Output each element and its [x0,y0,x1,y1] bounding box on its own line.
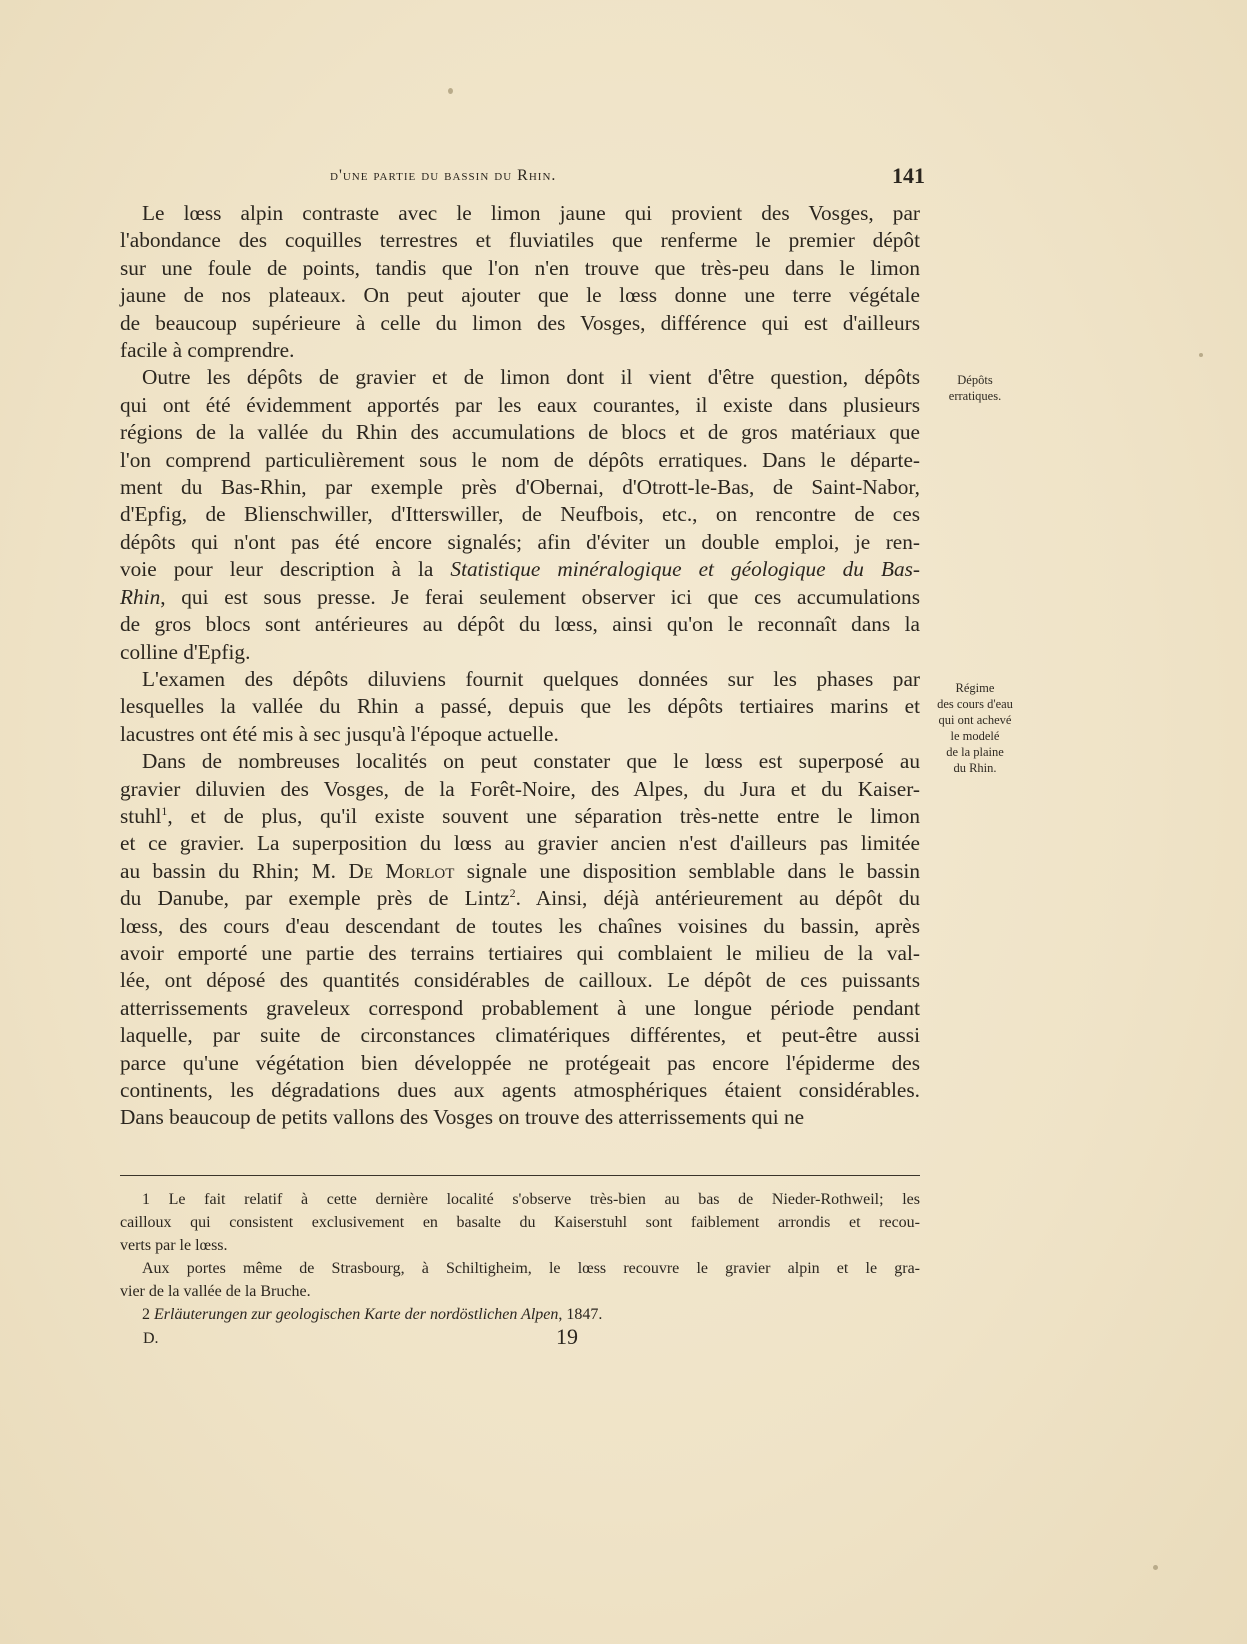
text-line: jaune de nos plateaux. On peut ajouter que le lœss donne une terre végétale [120,283,920,308]
footnote-line: Aux portes même de Strasbourg, à Schiltigheim, le lœss recouvre le gravier alpin et le gra- [142,1260,920,1277]
text-line: gravier diluvien des Vosges, de la Forêt-Noire, des Alpes, du Jura et du Kaiser- [120,776,920,801]
text-line: ment du Bas-Rhin, par exemple près d'Obernai, d'Otrott-le-Bas, de Saint-Nabor, [120,475,920,500]
margin-note-line: des cours d'eau [937,697,1013,711]
footnote-line: verts par le lœss. [120,1237,228,1254]
text-line: lacustres ont été mis à sec jusqu'à l'époque actuelle. [120,721,559,746]
text-segment: , et de plus, qu'il existe souvent une séparation très-nette entre le limon [167,803,920,828]
text-line: Dans de nombreuses localités on peut constater que le lœss est superposé au [142,749,920,774]
text-segment: voie pour leur description à la [120,557,434,582]
running-header [120,163,925,191]
paper-speck [1153,1565,1158,1570]
text-line: atterrissements graveleux correspond probablement à une longue période pendant [120,995,920,1020]
text-line: sur une foule de points, tandis que l'on n'en trouve que très-peu dans le limon [120,255,920,280]
footnote-rule [120,1175,920,1176]
text-line: lesquelles la vallée du Rhin a passé, depuis que les dépôts tertiaires marins et [120,694,920,719]
person-name: De Morlot [348,858,455,883]
text-line [120,803,920,830]
margin-note-line: Dépôts [957,373,993,387]
text-line: avoir emporté une partie des terrains tertiaires qui comblaient le milieu de la val- [120,940,920,965]
margin-note-line: du Rhin. [953,761,997,775]
main-text [120,200,920,1132]
text-line: Outre les dépôts de gravier et de limon dont il vient d'être question, dépôts [142,365,920,390]
text-line: dépôts qui n'ont pas été encore signalés; afin d'éviter un double emploi, je ren- [120,529,920,554]
text-segment: signale une disposition semblable dans le bassin [454,858,920,883]
footnote-ref: 2 [509,886,516,901]
text-segment: , qui est sous presse. Je ferai seulement observer ici que ces accumulations [160,584,920,609]
signature-number: 19 [556,1324,578,1349]
footnote-line: 1 Le fait relatif à cette dernière localité s'observe très-bien au bas de Nieder-Rothweil; les [142,1191,920,1208]
text-segment: du Danube, par exemple près de Lintz [120,886,510,911]
text-line: d'Epfig, de Blienschwiller, d'Itterswiller, de Neufbois, etc., on rencontre de ces [120,502,920,527]
text-line: lœss, des cours d'eau descendant de toutes les chaînes voisines du bassin, après [120,913,920,938]
margin-note-line: Régime [955,681,995,695]
text-line [120,885,920,912]
cited-work-title-end: Rhin [120,584,161,609]
text-segment: . Ainsi, déjà antérieurement au dépôt du [515,886,920,911]
margin-note-line: de la plaine [946,745,1004,759]
paragraph-depots-erratiques [120,364,920,665]
paragraph-loess-alpin [120,200,920,364]
footnote-1 [120,1188,920,1257]
footnote-line [120,1303,920,1326]
text-line: facile à comprendre. [120,338,295,363]
footnote-line: cailloux qui consistent exclusivement en basalte du Kaiserstuhl sont faiblement arrondis et recou- [120,1214,920,1231]
text-line: régions de la vallée du Rhin des accumulations de blocs et de gros matériaux que [120,420,920,445]
text-line: L'examen des dépôts diluviens fournit quelques données sur les phases par [142,666,920,691]
margin-note-line: qui ont achevé [938,713,1012,727]
page-number: 141 [892,163,925,188]
text-line: Le lœss alpin contraste avec le limon jaune qui provient des Vosges, par [142,201,920,225]
margin-note-line: erratiques. [948,389,1002,403]
text-segment: au bassin du Rhin; M. [120,858,349,883]
text-line: de beaucoup supérieure à celle du limon des Vosges, différence qui est d'ailleurs [120,310,920,335]
margin-note-depots-erratiques [935,372,1015,404]
text-line: Dans beaucoup de petits vallons des Vosges on trouve des atterrissements qui ne [120,1105,805,1130]
text-line: qui ont été évidemment apportés par les eaux courantes, il existe dans plusieurs [120,392,920,417]
signature-letter: D. [143,1330,159,1347]
footnote-line: vier de la vallée de la Bruche. [120,1283,311,1300]
footnotes [120,1188,920,1326]
margin-note-line: le modelé [950,729,1000,743]
text-line: et ce gravier. La superposition du lœss au gravier ancien n'est d'ailleurs pas limitée [120,831,920,856]
text-line: colline d'Epfig. [120,639,251,664]
paper-speck [448,88,453,94]
text-line [120,556,920,583]
paragraph-examen [120,666,920,748]
text-line: de gros blocs sont antérieures au dépôt du lœss, ainsi qu'on le reconnaît dans la [120,612,920,637]
text-line: parce qu'une végétation bien développée ne protégeait pas encore l'épiderme des [120,1050,920,1075]
text-line: laquelle, par suite de circonstances climatériques différentes, et peut-être aussi [120,1023,920,1048]
cited-work-title: Erläuterungen zur geologischen Karte der nordöstlichen Alpen [154,1306,559,1323]
footnote-2 [120,1303,920,1326]
footnote-number: 2 [142,1306,150,1323]
paragraph-localites [120,748,920,1132]
footnote-ref: 1 [161,803,168,818]
margin-note-regime [935,680,1015,776]
text-line: l'on comprend particulièrement sous le nom de dépôts erratiques. Dans le départe- [120,447,920,472]
footnote-1-continued [120,1257,920,1303]
text-line [120,858,920,885]
cited-work-title: Statistique minéralogique et géologique du Bas- [450,557,921,582]
paper-speck [1199,353,1203,357]
text-line: continents, les dégradations dues aux agents atmosphériques étaient considérables. [120,1078,920,1102]
text-line: l'abondance des coquilles terrestres et fluviatiles que renferme le premier dépôt [120,228,920,253]
running-title: d'une partie du bassin du Rhin. [330,167,557,184]
text-segment: , 1847. [558,1306,603,1323]
text-line [120,584,920,611]
text-segment: stuhl [120,803,162,828]
text-line: lée, ont déposé des quantités considérables de cailloux. Le dépôt de ces puissants [120,968,920,993]
